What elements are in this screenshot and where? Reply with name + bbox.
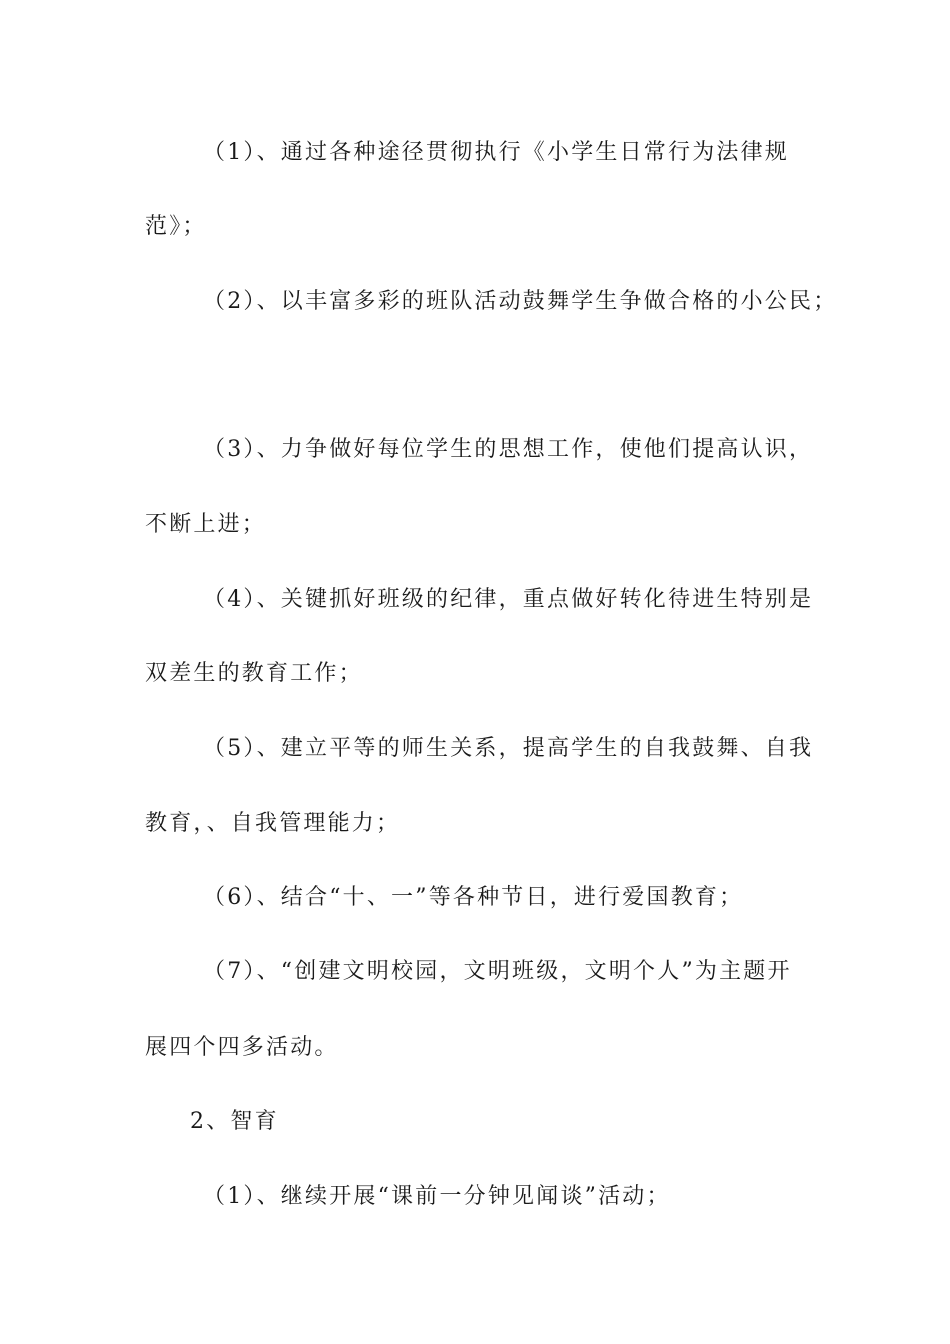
item-1-line-1: （1）、通过各种途径贯彻执行《小学生日常行为法律规 — [203, 140, 789, 165]
section-heading-zhiyu: 2、智育 — [190, 1109, 279, 1134]
section-2-item-1-line-1: （1）、继续开展“课前一分钟见闻谈”活动； — [203, 1184, 671, 1209]
item-4-line-2: 双差生的教育工作； — [145, 661, 363, 686]
item-6-line-1: （6）、结合“十、一”等各种节日，进行爱国教育； — [203, 885, 744, 910]
item-5-line-1: （5）、建立平等的师生关系，提高学生的自我鼓舞、自我 — [203, 736, 814, 761]
item-1-line-2: 范》； — [145, 214, 207, 239]
item-2-line-1: （2）、以丰富多彩的班队活动鼓舞学生争做合格的小公民； — [203, 289, 838, 314]
item-4-line-1: （4）、关键抓好班级的纪律，重点做好转化待进生特别是 — [203, 587, 814, 612]
item-3-line-1: （3）、力争做好每位学生的思想工作，使他们提高认识， — [203, 437, 814, 462]
item-7-line-1: （7）、“创建文明校园，文明班级，文明个人”为主题开 — [203, 959, 792, 984]
item-3-line-2: 不断上进； — [145, 512, 267, 537]
item-5-line-2: 教育，、自我管理能力； — [145, 811, 401, 836]
item-7-line-2: 展四个四多活动。 — [145, 1035, 339, 1060]
